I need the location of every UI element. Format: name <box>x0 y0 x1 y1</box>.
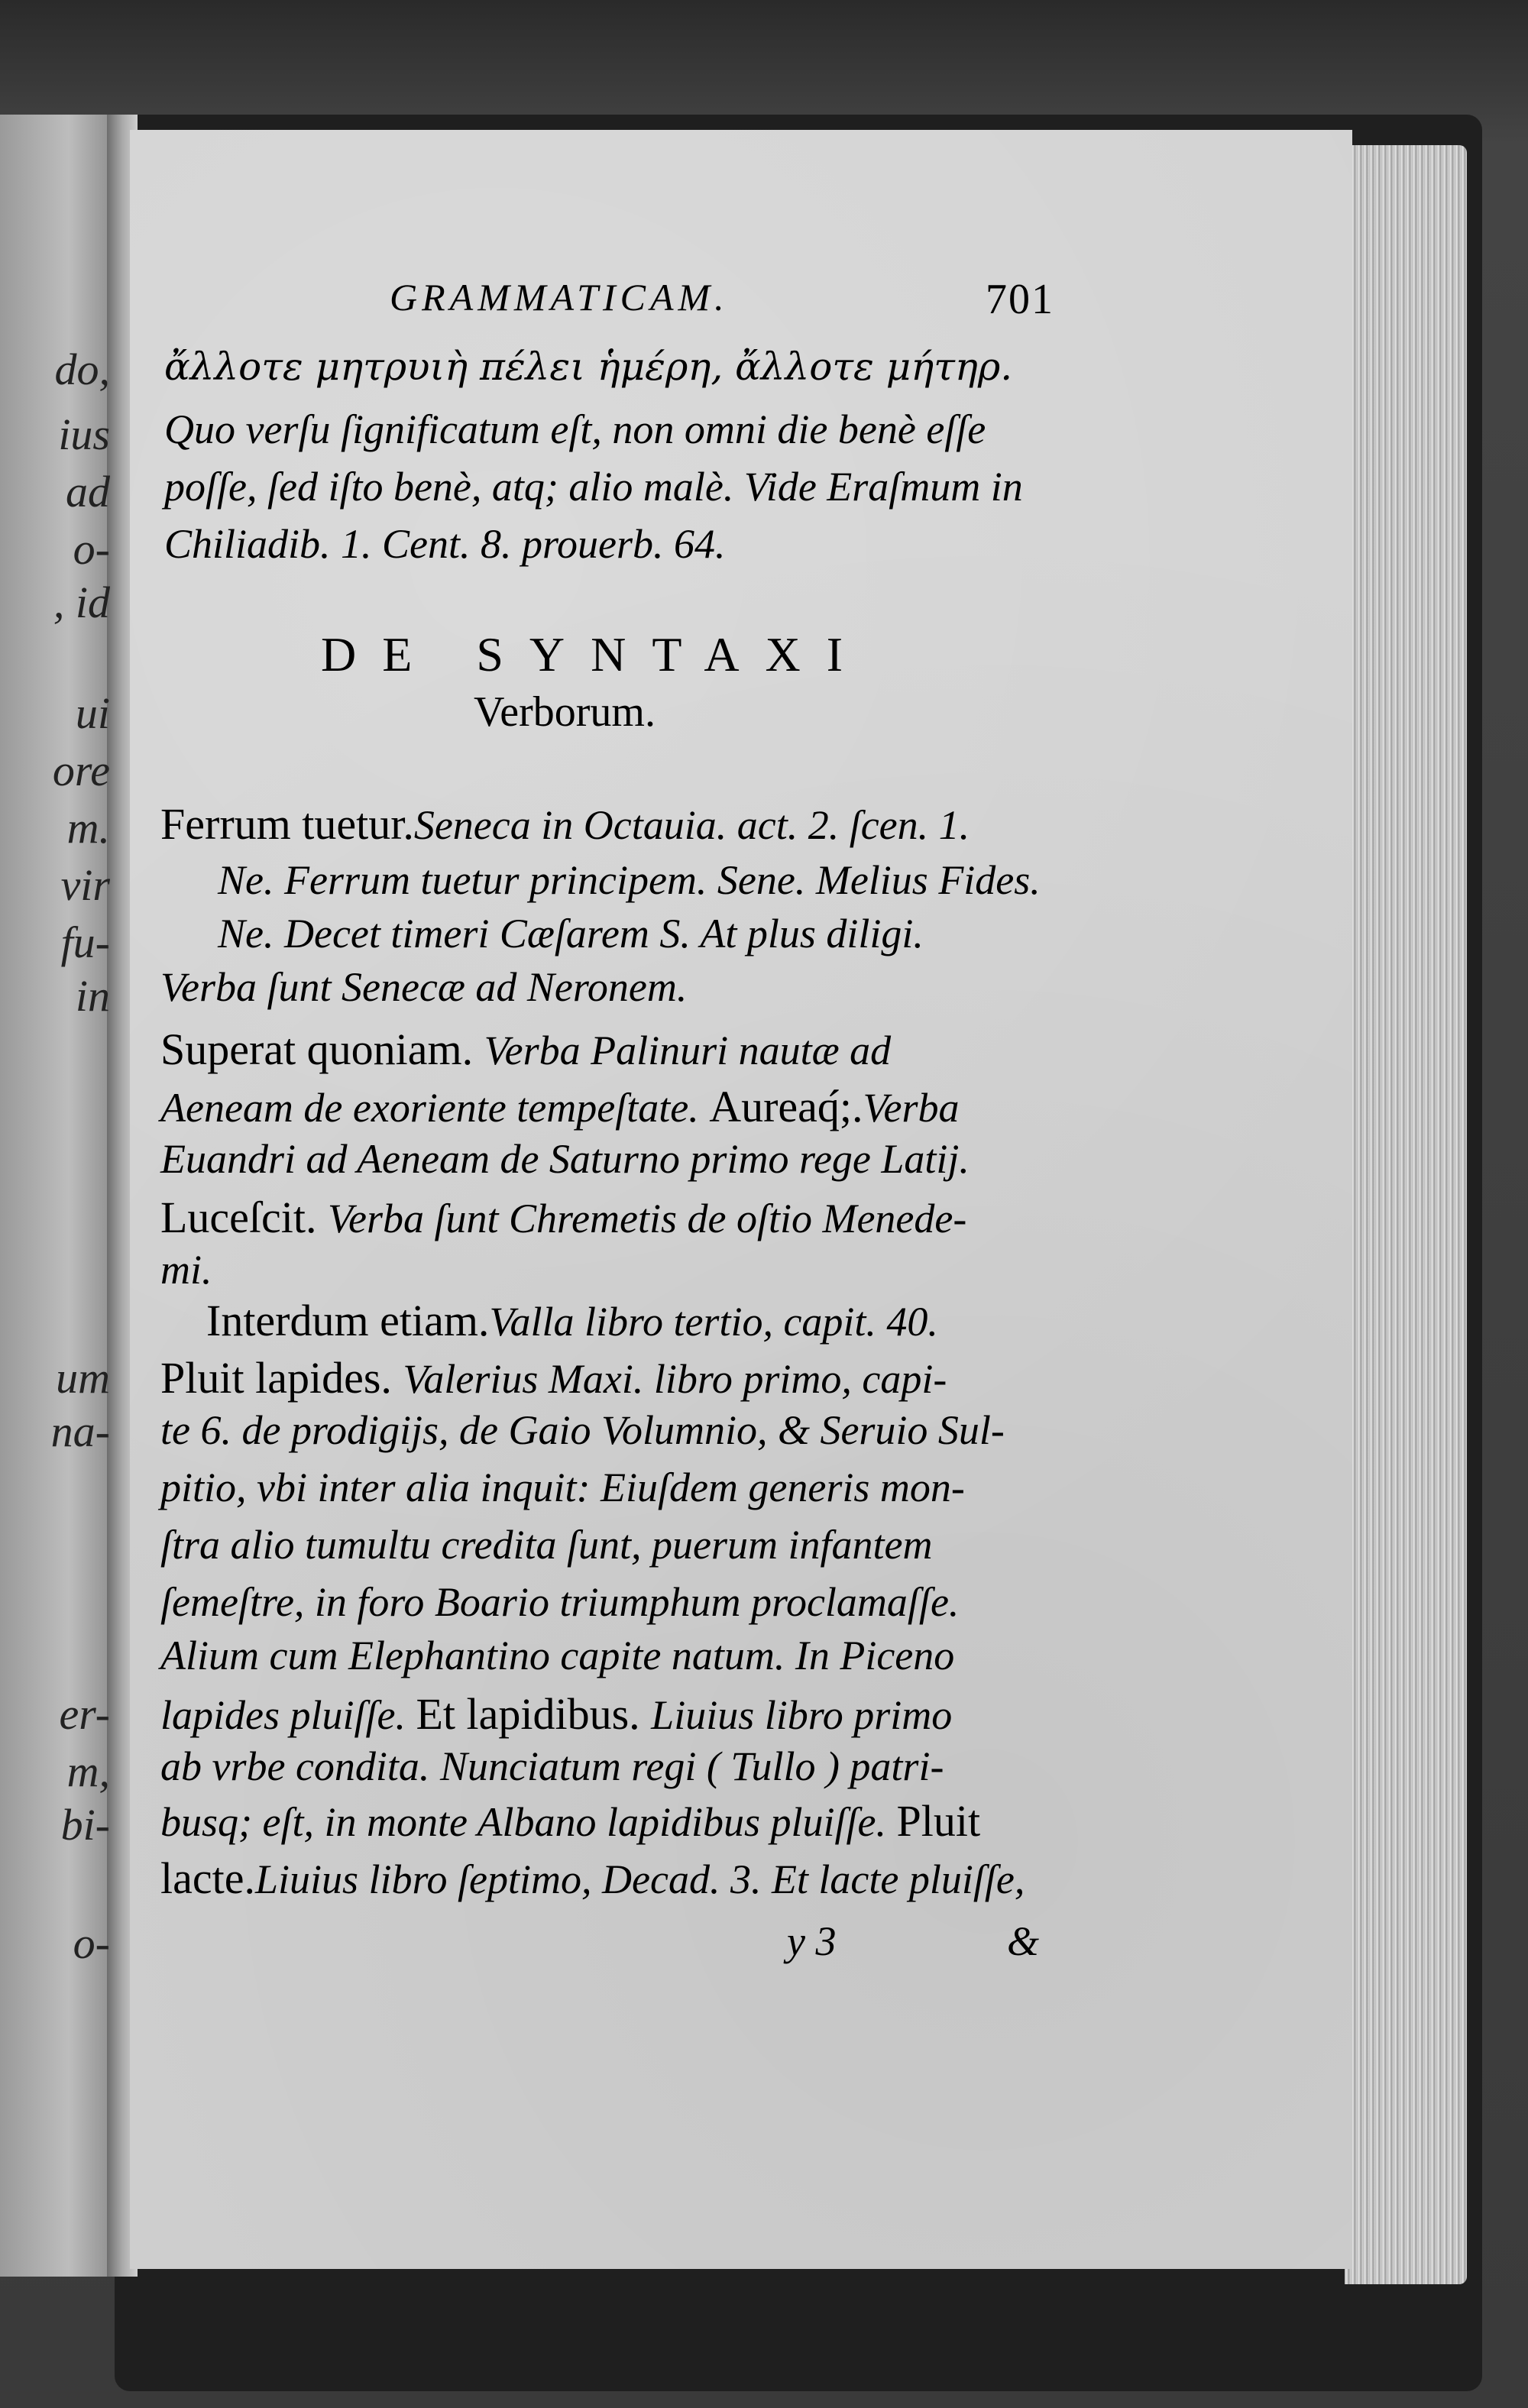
roman-text: Interdum etiam. <box>206 1296 490 1345</box>
page-number: 701 <box>986 276 1054 323</box>
left-page-fragment: o- <box>73 524 110 574</box>
italic-text: Verba ſunt Chremetis de oſtio Menede- <box>328 1196 967 1241</box>
roman-text: lacte. <box>160 1853 255 1903</box>
text-line <box>218 859 1041 901</box>
signature-mark: y 3 <box>787 1918 837 1964</box>
left-page-fragment: ore <box>52 746 110 795</box>
italic-text: Verba Palinuri nautæ ad <box>484 1028 892 1073</box>
italic-text: Alium cum Elephantino capite natum. In Piceno <box>160 1633 955 1678</box>
italic-text: Aeneam de exoriente tempeſtate. <box>160 1085 710 1131</box>
italic-text: pitio, vbi inter alia inquit: Eiuſdem generis mon- <box>160 1465 965 1510</box>
text-line <box>160 1024 892 1074</box>
left-page-fragment: m. <box>66 803 110 853</box>
text-line <box>160 1853 1025 1903</box>
left-page-fragment: do, <box>54 345 110 394</box>
text-line <box>160 1467 965 1508</box>
text-line <box>160 1407 1005 1453</box>
italic-text: Valla libro tertio, capit. 40. <box>489 1299 938 1345</box>
text-line <box>160 799 970 849</box>
roman-text: Pluit lapides. <box>160 1353 403 1403</box>
roman-text: Superat quoniam. <box>160 1024 484 1074</box>
catchword: & <box>1007 1918 1040 1964</box>
roman-text: Pluit <box>896 1796 981 1846</box>
text-line <box>160 1353 947 1403</box>
section-subheading: Verborum. <box>474 688 656 736</box>
left-page-fragment: o- <box>73 1918 110 1968</box>
italic-text: ſtra alio tumultu credita ſunt, puerum infantem <box>160 1522 933 1568</box>
roman-text: Et lapidibus. <box>416 1689 652 1739</box>
left-page-fragment: ad <box>66 467 110 516</box>
roman-text: Luceſcit. <box>160 1193 329 1242</box>
left-page-fragment: fu- <box>60 918 110 967</box>
text-line: Quo verſu ſignificatum eſt, non omni die benè eſſe <box>164 406 986 452</box>
text-line <box>160 1247 212 1293</box>
text-line <box>160 1796 981 1846</box>
left-page-fragment: vir <box>60 860 110 910</box>
text-line <box>218 913 924 954</box>
italic-text: Nunciatum regi ( Tullo ) patri- <box>439 1743 944 1789</box>
italic-text: Ne. Decet timeri Cæſarem S. At plus diligi. <box>218 911 924 956</box>
text-line <box>160 1138 970 1180</box>
page-fore-edge <box>1345 145 1467 2284</box>
italic-text: Verba ſunt Senecæ ad Neronem. <box>160 964 688 1010</box>
text-line <box>160 966 687 1008</box>
italic-text: lapides pluiſſe. <box>160 1692 416 1738</box>
left-page-fragment: um <box>56 1353 110 1403</box>
italic-text: ſemeſtre, in foro Boario triumphum proclamaſſe. <box>160 1579 960 1625</box>
left-page-fragment: na- <box>50 1406 110 1456</box>
italic-text: mi. <box>160 1247 212 1293</box>
italic-text: Euandri ad Aeneam de Saturno primo rege Latij. <box>160 1136 970 1182</box>
text-line <box>206 1296 938 1345</box>
roman-text: Ferrum tuetur. <box>160 799 414 849</box>
italic-text: ab vrbe condita. <box>160 1743 440 1789</box>
italic-text: busq; eſt, in monte Albano lapidibus pluiſſe. <box>160 1799 897 1845</box>
running-title: GRAMMATICAM. <box>390 276 729 319</box>
left-page-fragment: m, <box>66 1746 110 1796</box>
text-line <box>160 1635 954 1676</box>
left-page-fragment: , id <box>53 578 110 627</box>
italic-text: Ne. Ferrum tuetur principem. Sene. Melius Fides. <box>218 857 1041 903</box>
text-line: Chiliadib. 1. Cent. 8. prouerb. 64. <box>164 521 726 567</box>
text-line <box>160 1082 960 1131</box>
left-page-fragment: er- <box>59 1689 110 1739</box>
text-line <box>160 1689 953 1739</box>
text-line: ἄλλοτε μητρυιὴ πέλει ἡμέρη, ἄλλοτε μήτηρ. <box>164 345 1013 389</box>
italic-text: Seneca in Octauia. act. 2. ſcen. 1. <box>413 802 970 848</box>
text-line: poſſe, ſed iſto benè, atq; alio malè. Vide Eraſmum in <box>164 464 1023 510</box>
italic-text: te 6. de prodigijs, de Gaio Volumnio, & Seruio Sul- <box>160 1407 1005 1453</box>
text-line <box>160 1581 959 1623</box>
text-line <box>160 1522 933 1568</box>
section-heading: DE SYNTAXI <box>321 627 869 681</box>
running-head <box>390 275 1054 336</box>
text-line <box>160 1743 944 1789</box>
italic-text: Liuius libro ſeptimo, Decad. 3. Et lacte pluiſſe, <box>254 1856 1025 1902</box>
italic-text: Verba <box>863 1085 960 1131</box>
left-page-fragment: in <box>75 971 110 1021</box>
text-line <box>160 1193 967 1242</box>
roman-text: Aureaq́;. <box>709 1082 863 1131</box>
left-page-fragment: ius <box>58 409 110 459</box>
italic-text: Liuius libro primo <box>651 1692 953 1738</box>
italic-text: Valerius Maxi. libro primo, capi- <box>403 1356 947 1402</box>
left-page-fragment: bi- <box>60 1800 110 1850</box>
left-page-fragment: ui <box>75 688 110 738</box>
